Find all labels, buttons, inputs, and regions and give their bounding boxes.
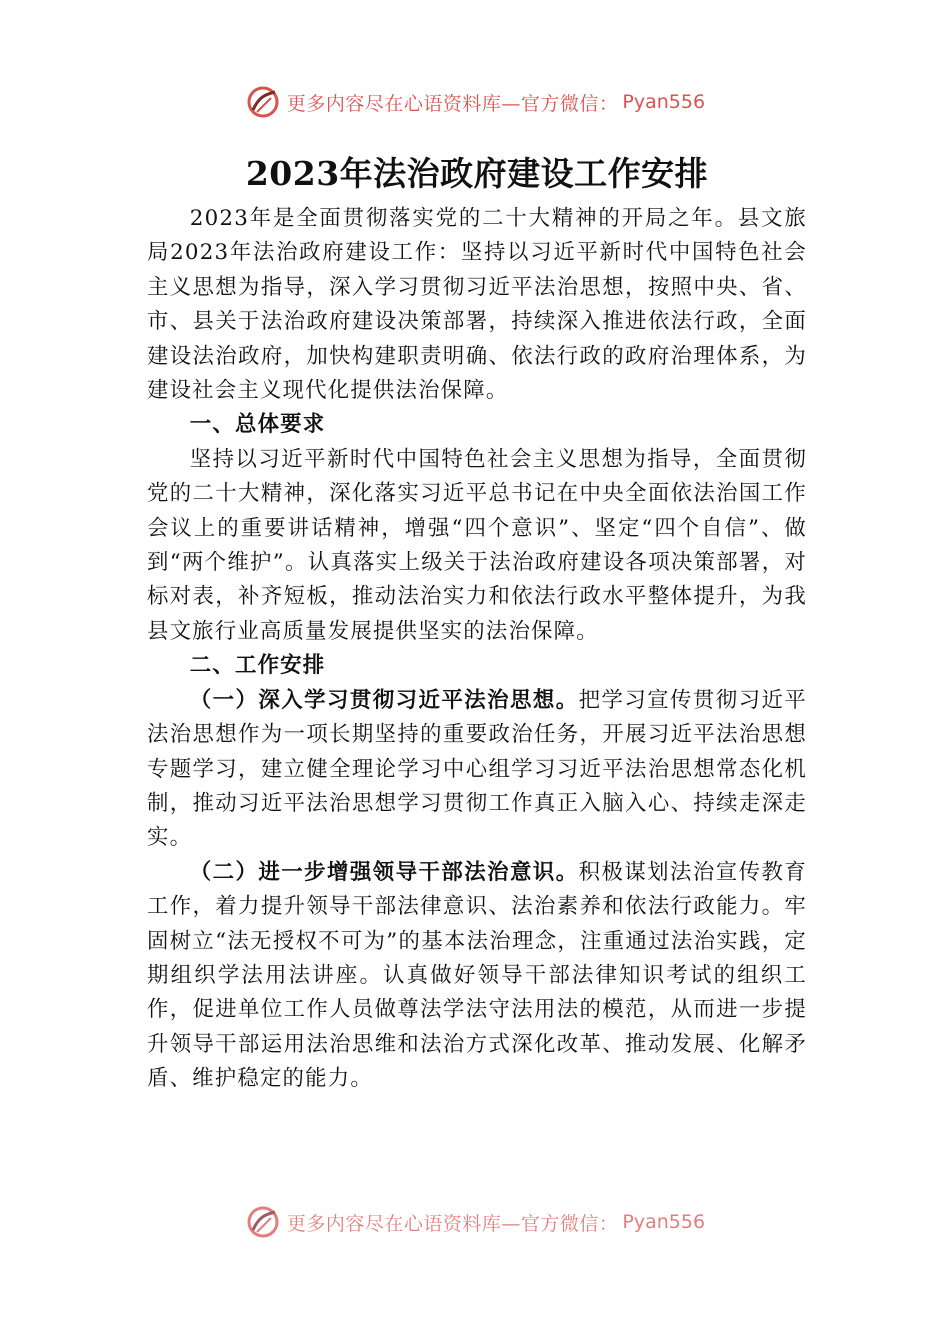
logo-icon [245,84,281,120]
watermark-footer [0,1202,950,1242]
intro-paragraph: 2023年是全面贯彻落实党的二十大精神的开局之年。县文旅局2023年法治政府建设工作：坚持以习近平新时代中国特色社会主义思想为指导，深入学习贯彻习近平法治思想，按照中央、省、市、县关于法治政府建设决策部署，持续深入推进依法行政，全面建设法治政府，加快构建职责明确、依法行政的政府治理体系，为建设社会主义现代化提供法治保障。 [147,206,807,404]
document-body [147,152,807,1097]
watermark-wechat-id: Pyan556 [622,1211,706,1233]
section2-item1-lead: （一）深入学习贯彻习近平法治思想。 [189,687,579,713]
watermark-text: 更多内容尽在心语资料库—官方微信： [286,92,619,115]
section2-item2-body: 积极谋划法治宣传教育工作，着力提升领导干部法律意识、法治素养和依法行政能力。牢固树立“法无授权不可为”的基本法治理念，注重通过法治实践，定期组织学法用法讲座。认真做好领导干部法律知识考试的组织工作，促进单位工作人员做尊法学法守法用法的模范，从而进一步提升领导干部运用法治思维和法治方式深化改革、推动发展、化解矛盾、维护稳定的能力。 [147,859,807,1092]
section2-heading: 二、工作安排 [189,653,326,679]
document-title: 2023年法治政府建设工作安排 [245,154,709,193]
section2-item1-paragraph [147,684,807,856]
section2-item2-lead: （二）进一步增强领导干部法治意识。 [189,859,579,885]
section1-paragraph: 坚持以习近平新时代中国特色社会主义思想为指导，全面贯彻党的二十大精神，深化落实习近平总书记在中央全面依法治国工作会议上的重要讲话精神，增强“四个意识”、坚定“四个自信”、做到“两个维护”。认真落实上级关于法治政府建设各项决策部署，对标对表，补齐短板，推动法治实力和依法行政水平整体提升，为我县文旅行业高质量发展提供坚实的法治保障。 [147,446,807,644]
section2-item1-body: 把学习宣传贯彻习近平法治思想作为一项长期坚持的重要政治任务，开展习近平法治思想专题学习，建立健全理论学习中心组学习习近平法治思想常态化机制，推动习近平法治思想学习贯彻工作真正入脑入心、持续走深走实。 [147,687,807,851]
watermark-wechat-id: Pyan556 [622,91,706,113]
section2-item2-paragraph [147,856,807,1097]
watermark-text: 更多内容尽在心语资料库—官方微信： [286,1212,619,1235]
section1-heading: 一、总体要求 [189,412,326,438]
watermark-header [0,82,950,122]
logo-icon [245,1204,281,1240]
